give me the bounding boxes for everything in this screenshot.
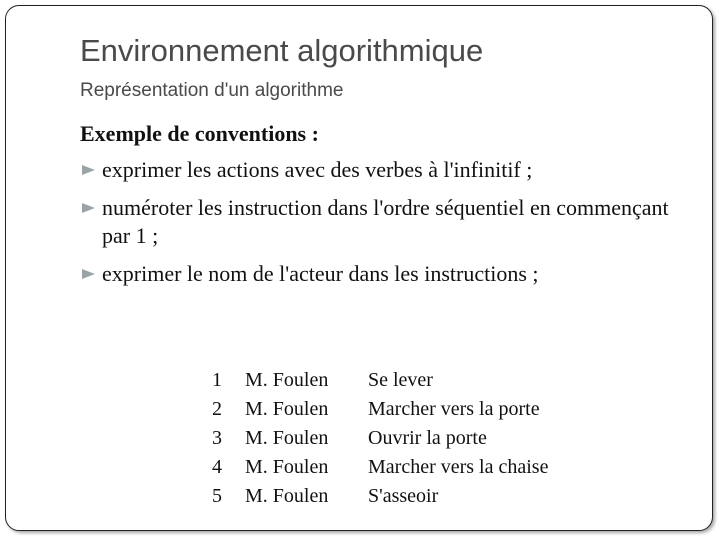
slide-subtitle: Représentation d'un algorithme (80, 80, 344, 101)
step-actor: M. Foulen (245, 485, 329, 507)
step-number: 1 (212, 369, 222, 391)
list-item (80, 156, 700, 184)
step-action: Ouvrir la porte (368, 427, 487, 449)
list-item-text: numéroter les instruction dans l'ordre séquentiel en commençant par 1 ; (102, 195, 669, 248)
table-row (212, 424, 548, 453)
step-action: Marcher vers la chaise (368, 456, 549, 478)
table-row (212, 482, 548, 511)
step-action: Marcher vers la porte (368, 398, 540, 420)
list-item (80, 194, 700, 250)
step-number: 2 (212, 398, 222, 420)
list-item-text: exprimer le nom de l'acteur dans les instructions ; (102, 261, 539, 286)
step-action: Se lever (368, 369, 433, 391)
triangle-bullet-icon (82, 269, 95, 279)
triangle-bullet-icon (82, 203, 95, 213)
table-row (212, 366, 548, 395)
algorithm-steps (212, 366, 548, 511)
step-actor: M. Foulen (245, 398, 329, 420)
conventions-list (80, 156, 700, 298)
step-number: 5 (212, 485, 222, 507)
table-row (212, 453, 548, 482)
step-actor: M. Foulen (245, 369, 329, 391)
step-action: S'asseoir (368, 485, 439, 507)
table-row (212, 395, 548, 424)
step-actor: M. Foulen (245, 427, 329, 449)
step-number: 4 (212, 456, 222, 478)
list-item-text: exprimer les actions avec des verbes à l'infinitif ; (102, 157, 533, 182)
step-actor: M. Foulen (245, 456, 329, 478)
slide-title: Environnement algorithmique (80, 33, 484, 68)
conventions-heading: Exemple de conventions : (80, 121, 319, 146)
triangle-bullet-icon (82, 165, 95, 175)
step-number: 3 (212, 427, 222, 449)
list-item (80, 260, 700, 288)
